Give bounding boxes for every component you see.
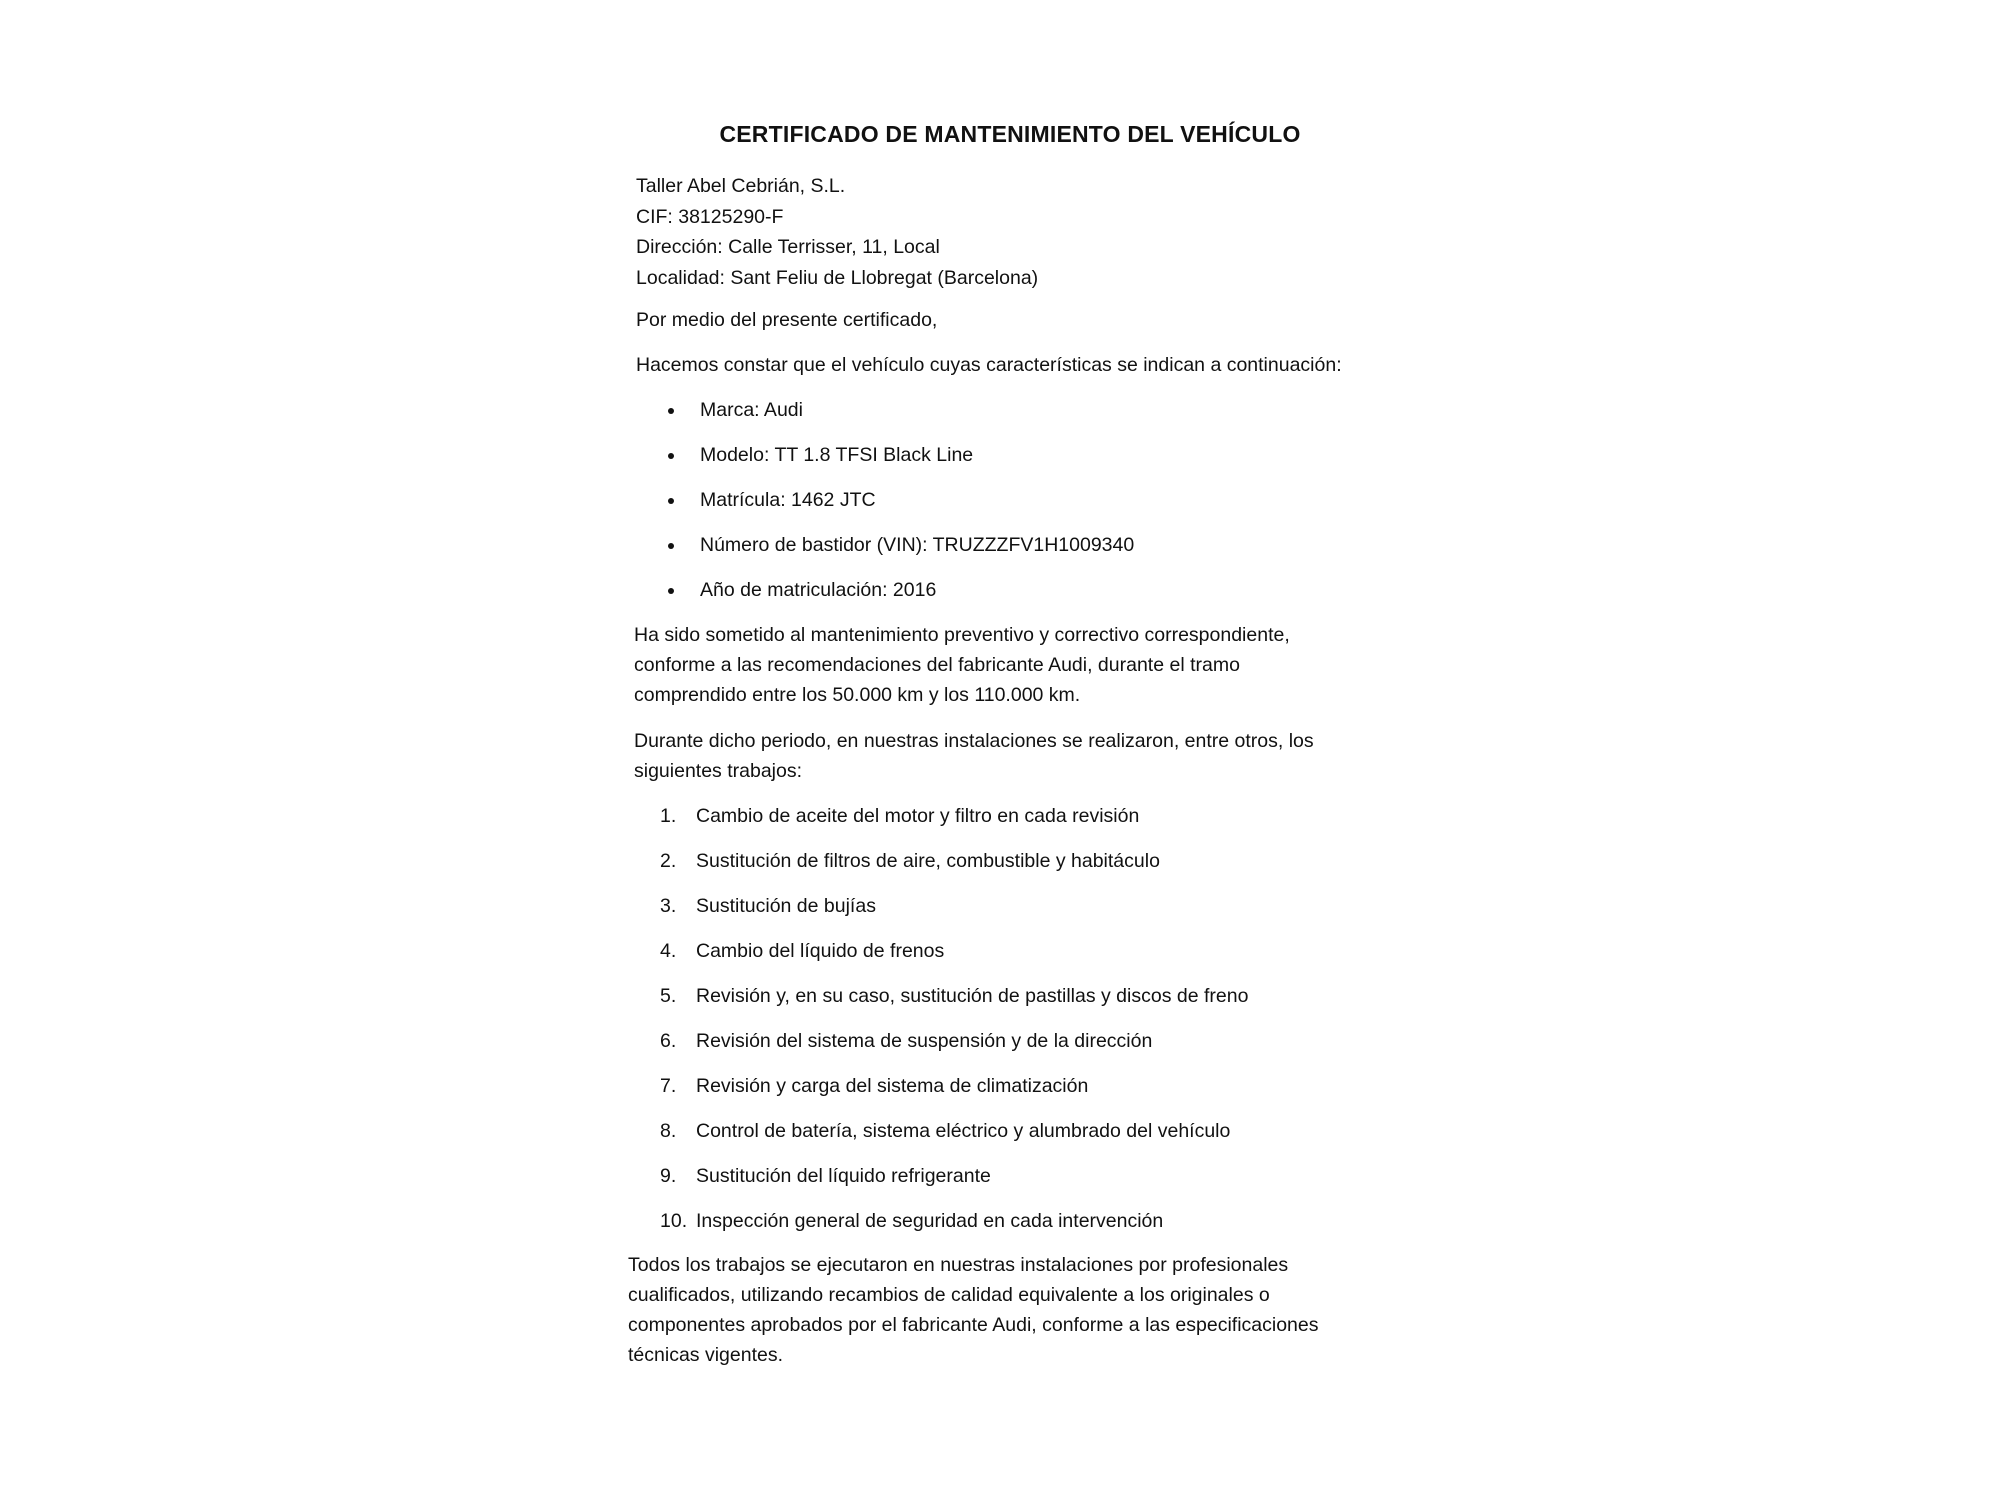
company-name: Taller Abel Cebrián, S.L.	[636, 175, 846, 197]
work-text: Sustitución del líquido refrigerante	[696, 1165, 991, 1187]
work-item	[660, 981, 1248, 1026]
work-text: Cambio de aceite del motor y filtro en cada revisión	[696, 805, 1140, 827]
work-item	[660, 846, 1248, 891]
work-item	[660, 801, 1248, 846]
works-list	[660, 801, 1248, 1251]
work-number: 10.	[660, 1210, 688, 1232]
document-title: CERTIFICADO DE MANTENIMIENTO DEL VEHÍCULO	[719, 121, 1301, 147]
work-number: 5.	[660, 985, 677, 1007]
work-text: Inspección general de seguridad en cada intervención	[696, 1210, 1164, 1232]
company-cif: CIF: 38125290-F	[636, 205, 784, 228]
work-number: 7.	[660, 1075, 677, 1097]
work-text: Revisión y, en su caso, sustitución de pastillas y discos de freno	[696, 985, 1249, 1007]
work-item	[660, 936, 1248, 981]
works-intro: Durante dicho periodo, en nuestras instalaciones se realizaron, entre otros, los siguientes trabajos:	[634, 730, 1314, 782]
vehicle-detail-item: Modelo: TT 1.8 TFSI Black Line	[668, 440, 1134, 485]
work-text: Cambio del líquido de frenos	[696, 940, 945, 962]
intro-opening: Por medio del presente certificado,	[636, 309, 938, 331]
work-number: 9.	[660, 1165, 677, 1187]
work-number: 3.	[660, 895, 677, 917]
work-number: 6.	[660, 1030, 677, 1052]
vehicle-detail-item: Número de bastidor (VIN): TRUZZZFV1H1009340	[668, 530, 1134, 575]
intro-statement: Hacemos constar que el vehículo cuyas características se indican a continuación:	[636, 354, 1342, 376]
closing-statement: Todos los trabajos se ejecutaron en nuestras instalaciones por profesionales cualificados, utilizando recambios de calidad equivalente a los originales o componentes aprobados por el fabricante Audi, conforme a las especificaciones técnicas vigentes.	[628, 1254, 1319, 1366]
work-text: Control de batería, sistema eléctrico y alumbrado del vehículo	[696, 1120, 1231, 1142]
company-info	[636, 171, 1038, 293]
vehicle-detail-item: Matrícula: 1462 JTC	[668, 485, 1134, 530]
work-number: 2.	[660, 850, 677, 872]
work-item	[660, 1116, 1248, 1161]
vehicle-detail-item: Año de matriculación: 2016	[668, 575, 1134, 620]
vehicle-detail-item: Marca: Audi	[668, 395, 1134, 440]
work-item	[660, 891, 1248, 936]
company-address: Dirección: Calle Terrisser, 11, Local	[636, 236, 940, 258]
work-text: Sustitución de bujías	[696, 895, 876, 917]
vehicle-details-list	[668, 395, 1134, 620]
work-text: Sustitución de filtros de aire, combustible y habitáculo	[696, 850, 1160, 872]
work-number: 8.	[660, 1120, 677, 1142]
work-number: 4.	[660, 940, 677, 962]
work-item	[660, 1161, 1248, 1206]
work-item	[660, 1071, 1248, 1116]
work-text: Revisión del sistema de suspensión y de la dirección	[696, 1030, 1153, 1052]
maintenance-statement: Ha sido sometido al mantenimiento preventivo y correctivo correspondiente, conforme a las recomendaciones del fabricante Audi, durante el tramo comprendido entre los 50.000 km y los 110.000 km.	[634, 624, 1290, 706]
work-item	[660, 1206, 1248, 1251]
company-locality: Localidad: Sant Feliu de Llobregat (Barcelona)	[636, 266, 1039, 289]
work-item	[660, 1026, 1248, 1071]
work-number: 1.	[660, 805, 677, 827]
work-text: Revisión y carga del sistema de climatización	[696, 1075, 1089, 1097]
